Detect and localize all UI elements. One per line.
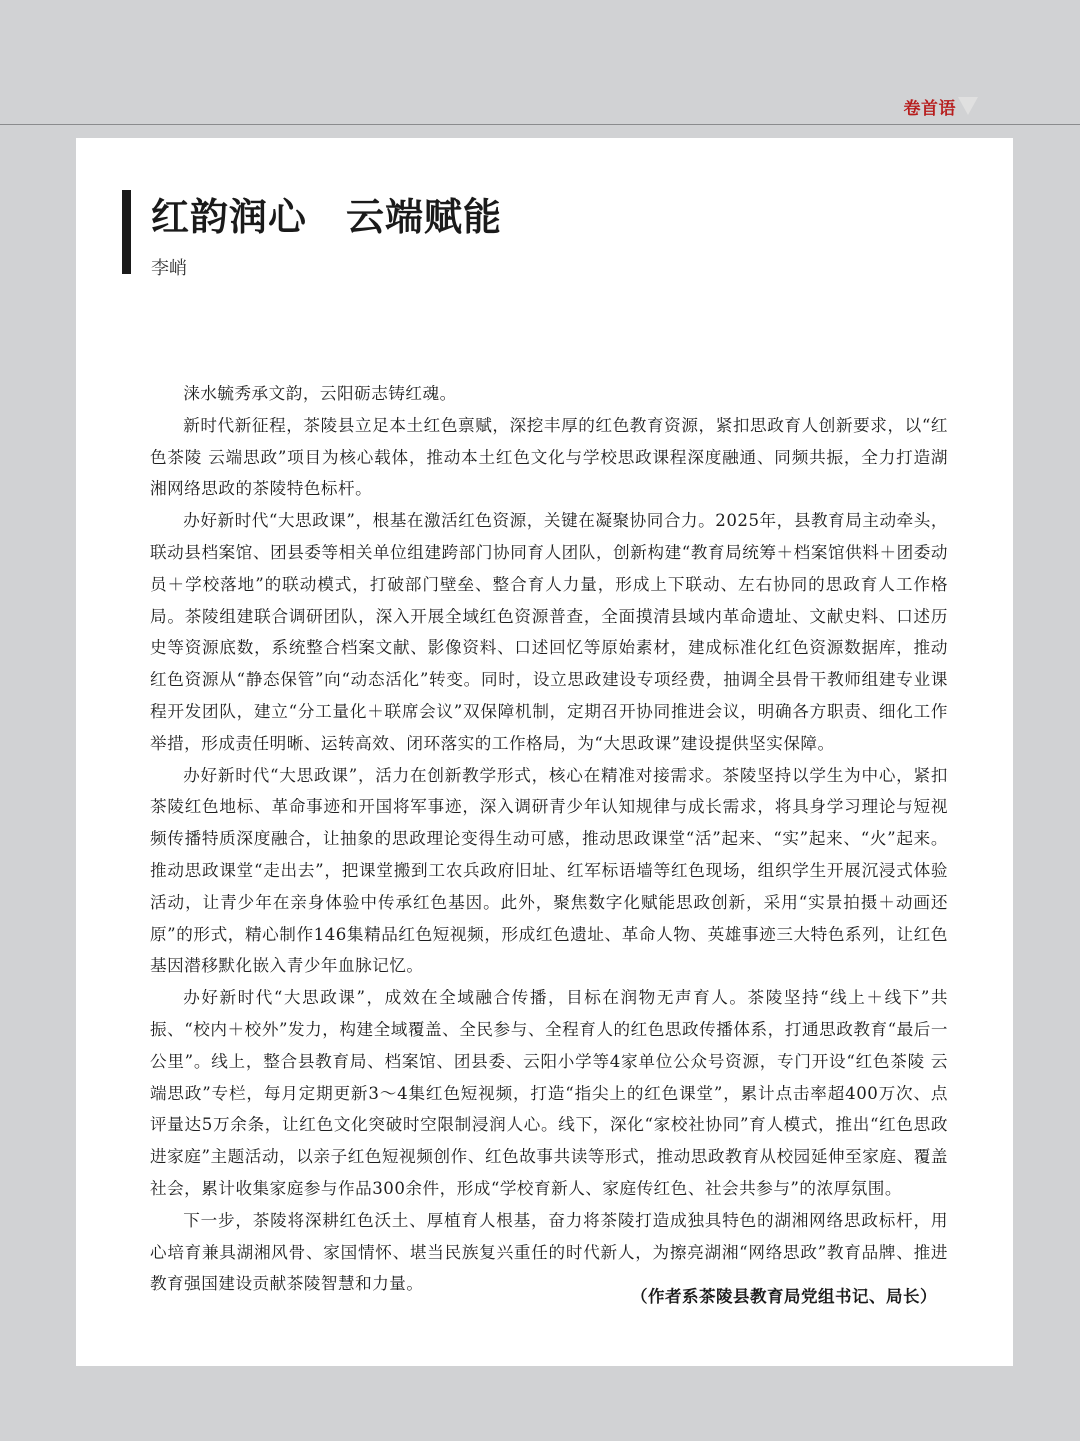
paragraph-6: 下一步，茶陵将深耕红色沃土、厚植育人根基，奋力将茶陵打造成独具特色的湖湘网络思政标杆，用心培育兼具湖湘风骨、家国情怀、堪当民族复兴重任的时代新人，为擦亮湖湘“网络思政”教育品牌、推进教育强国建设贡献茶陵智慧和力量。	[150, 1210, 948, 1294]
article-page	[76, 138, 1013, 1366]
article-title: 红韵润心 云端赋能	[151, 195, 503, 239]
section-label	[904, 94, 979, 118]
title-accent-bar	[122, 190, 131, 274]
paragraph-1: 涞水毓秀承文韵，云阳砺志铸红魂。	[183, 384, 457, 403]
paragraph-2: 新时代新征程，茶陵县立足本土红色禀赋，深挖丰厚的红色教育资源，紧扣思政育人创新要求，以“红色茶陵 云端思政”项目为核心载体，推动本土红色文化与学校思政课程深度融通、同频共振，全力打造湖湘网络思政的茶陵特色标杆。	[150, 415, 948, 499]
article-author: 李峭	[151, 258, 187, 279]
header-rule	[0, 124, 1080, 125]
author-note: （作者系茶陵县教育局党组书记、局长）	[631, 1287, 937, 1306]
section-label-text: 卷首语	[903, 98, 956, 119]
paragraph-4: 办好新时代“大思政课”，活力在创新教学形式，核心在精准对接需求。茶陵坚持以学生为中心，紧扣茶陵红色地标、革命事迹和开国将军事迹，深入调研青少年认知规律与成长需求，将具身学习理论与短视频传播特质深度融合，让抽象的思政理论变得生动可感，推动思政课堂“活”起来、“实”起来、“火”起来。推动思政课堂“走出去”，把课堂搬到工农兵政府旧址、红军标语墙等红色现场，组织学生开展沉浸式体验活动，让青少年在亲身体验中传承红色基因。此外，聚焦数字化赋能思政创新，采用“实景拍摄＋动画还原”的形式，精心制作146集精品红色短视频，形成红色遗址、革命人物、英雄事迹三大特色系列，让红色基因潜移默化嵌入青少年血脉记忆。	[150, 765, 948, 976]
triangle-marker-icon	[958, 97, 978, 115]
paragraph-5: 办好新时代“大思政课”，成效在全域融合传播，目标在润物无声育人。茶陵坚持“线上＋线下”共振、“校内＋校外”发力，构建全域覆盖、全民参与、全程育人的红色思政传播体系，打通思政教育“最后一公里”。线上，整合县教育局、档案馆、团县委、云阳小学等4家单位公众号资源，专门开设“红色茶陵 云端思政”专栏，每月定期更新3～4集红色短视频，打造“指尖上的红色课堂”，累计点击率超400万次、点评量达5万余条，让红色文化突破时空限制浸润人心。线下，深化“家校社协同”育人模式，推出“红色思政进家庭”主题活动，以亲子红色短视频创作、红色故事共读等形式，推动思政教育从校园延伸至家庭、覆盖社会，累计收集家庭参与作品300余件，形成“学校育新人、家庭传红色、社会共参与”的浓厚氛围。	[150, 988, 948, 1198]
paragraph-3: 办好新时代“大思政课”，根基在激活红色资源，关键在凝聚协同合力。2025年，县教育局主动牵头，联动县档案馆、团县委等相关单位组建跨部门协同育人团队，创新构建“教育局统筹＋档案馆供料＋团委动员＋学校落地”的联动模式，打破部门壁垒、整合育人力量，形成上下联动、左右协同的思政育人工作格局。茶陵组建联合调研团队，深入开展全域红色资源普查，全面摸清县域内革命遗址、文献史料、口述历史等资源底数，系统整合档案文献、影像资料、口述回忆等原始素材，建成标准化红色资源数据库，推动红色资源从“静态保管”向“动态活化”转变。同时，设立思政建设专项经费，抽调全县骨干教师组建专业课程开发团队，建立“分工量化＋联席会议”双保障机制，定期召开协同推进会议，明确各方职责、细化工作举措，形成责任明晰、运转高效、闭环落实的工作格局，为“大思政课”建设提供坚实保障。	[150, 511, 948, 753]
article-body	[150, 378, 948, 1300]
